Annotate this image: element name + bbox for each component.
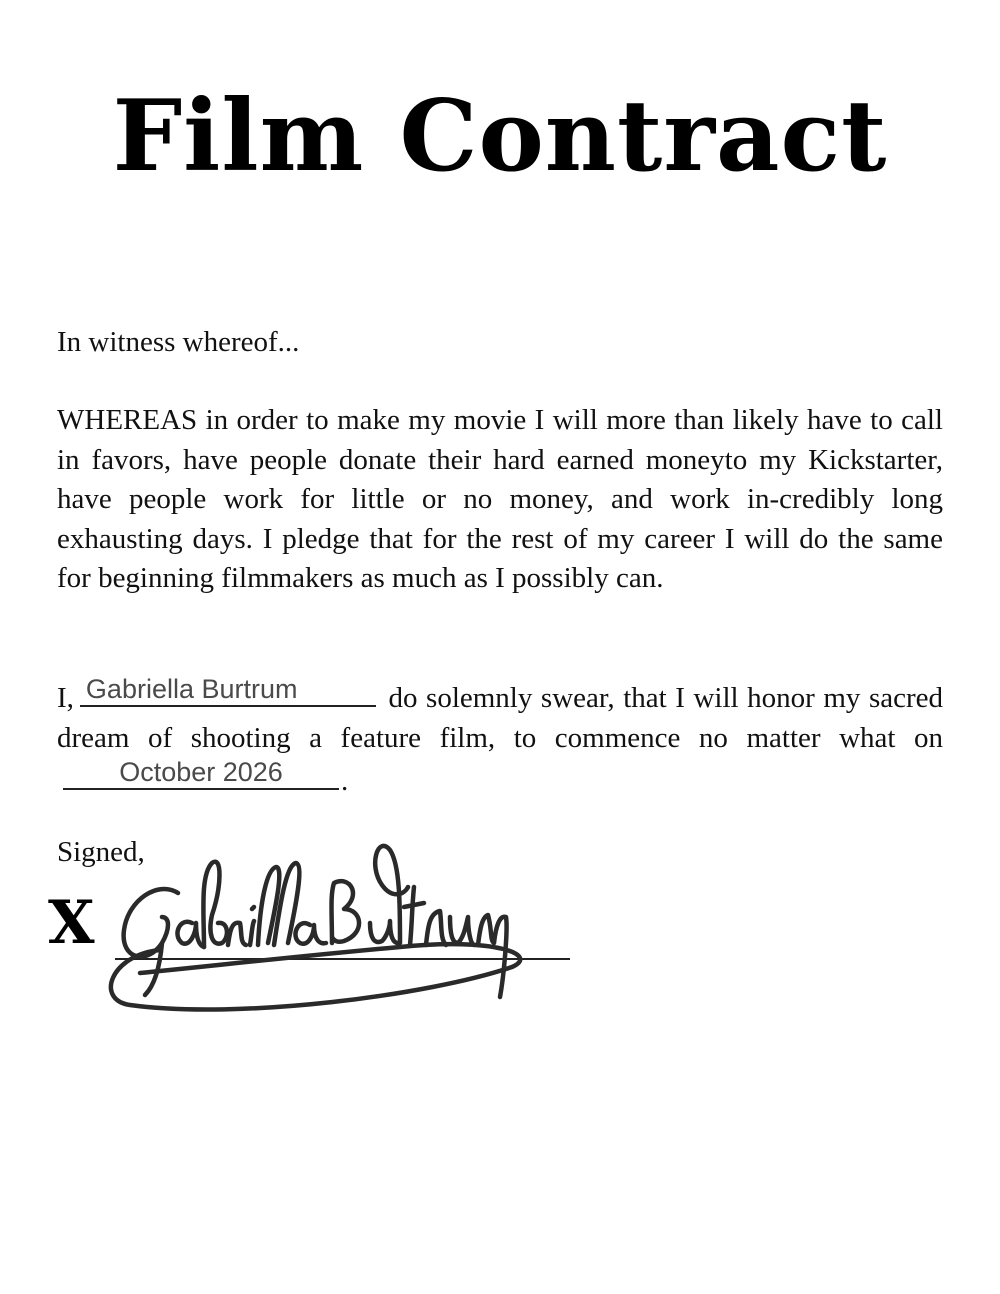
oath-prefix: I, — [57, 682, 74, 714]
oath-middle: do solemnly swear, that I will honor my sacred dream of shooting a feature film, to commence no matter what on — [57, 682, 944, 754]
name-value: Gabriella Burtrum — [85, 674, 298, 704]
document-title: Film Contract — [112, 79, 888, 194]
name-field[interactable] — [80, 675, 376, 707]
date-field[interactable] — [63, 758, 339, 790]
date-value: October 2026 — [119, 757, 283, 787]
intro-text: In witness whereof... — [57, 326, 300, 358]
oath-suffix: . — [341, 765, 349, 797]
signature-image — [100, 825, 530, 1025]
oath-paragraph — [57, 675, 943, 802]
whereas-paragraph: WHEREAS in order to make my movie I will more than likely have to call in favors, have people donate their hard earned moneyto my Kickstarter, have people work for little or no money, and work in-credibly long exhausting days. I pledge that for the rest of my career I will do the same for beginning filmmakers as much as I possibly can. — [57, 404, 943, 594]
x-mark: X — [48, 888, 95, 958]
signed-label: Signed, — [57, 836, 145, 868]
